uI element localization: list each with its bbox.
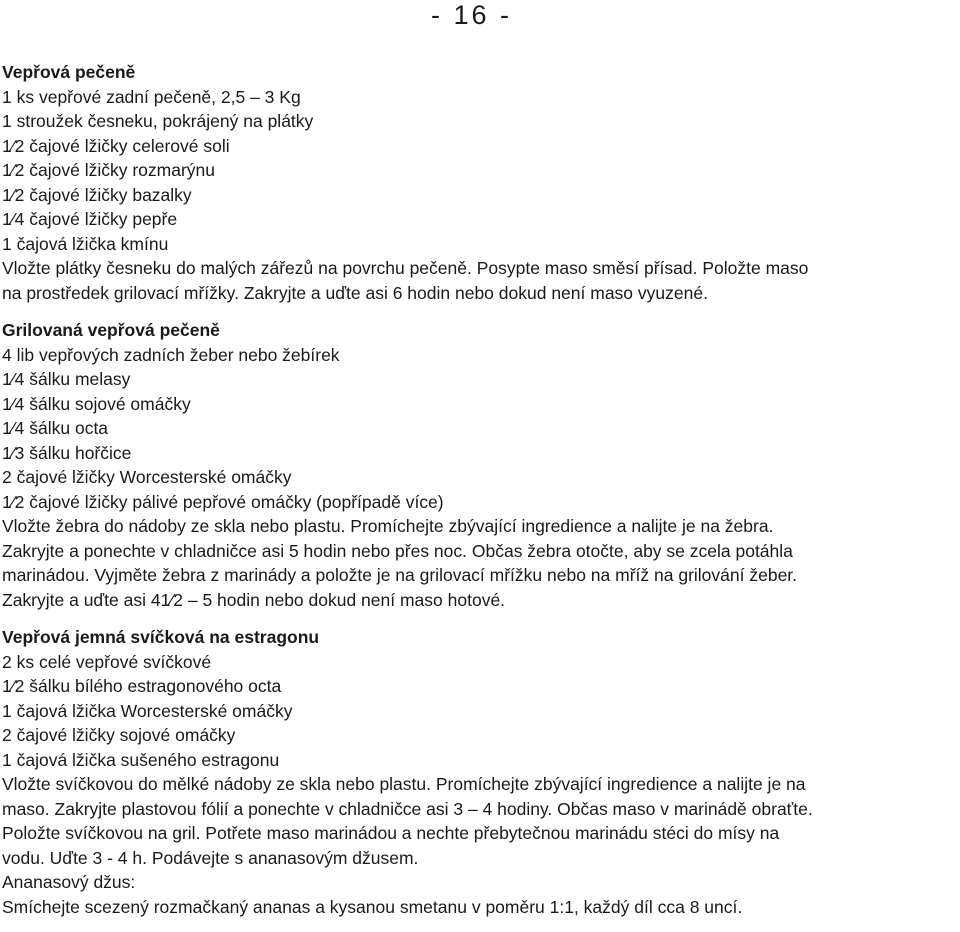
- recipe-title: Vepřová pečeně: [2, 62, 136, 82]
- instructions: [2, 256, 957, 305]
- instruction-line: Smíchejte scezený rozmačkaný ananas a kysanou smetanu v poměru 1:1, každý díl cca 8 uncí.: [2, 896, 743, 917]
- page-number: - 16 -: [431, 0, 513, 30]
- instruction-line: vodu. Uďte 3 - 4 h. Podávejte s ananasovým džusem.: [2, 847, 419, 868]
- ingredient-item: 1⁄2 čajové lžičky bazalky: [2, 184, 192, 205]
- instruction-line: maso. Zakryjte plastovou fólií a ponechte v chladničce asi 3 – 4 hodiny. Občas maso v marinádě obraťte.: [2, 798, 813, 819]
- instructions: [2, 772, 957, 919]
- ingredient-list: [2, 85, 957, 257]
- ingredient-item: 2 čajové lžičky Worcesterské omáčky: [2, 467, 292, 487]
- instruction-line: marinádou. Vyjměte žebra z marinády a položte je na grilovací mřížku nebo na mříž na grilování žeber.: [2, 565, 798, 585]
- ingredient-item: 1⁄4 šálku octa: [2, 418, 109, 438]
- ingredient-list: [2, 343, 957, 515]
- ingredient-item: 1⁄2 šálku bílého estragonového octa: [2, 676, 282, 696]
- ingredient-item: 1⁄2 čajové lžičky pálivé pepřové omáčky (popřípadě více): [2, 491, 444, 512]
- instruction-line: Zakryjte a uďte asi 41⁄2 – 5 hodin nebo dokud není maso hotové.: [2, 589, 506, 610]
- ingredient-item: 1⁄2 čajové lžičky celerové soli: [2, 135, 230, 156]
- instruction-line: Vložte plátky česneku do malých zářezů na povrchu pečeně. Posypte maso směsí přísad. Položte maso: [2, 258, 809, 278]
- instruction-line: Položte svíčkovou na gril. Potřete maso marinádou a nechte přebytečnou marinádu stéci do mísy na: [2, 823, 780, 843]
- ingredient-item: 1⁄4 šálku sojové omáčky: [2, 393, 191, 414]
- ingredient-item: 1 stroužek česneku, pokrájený na plátky: [2, 111, 314, 131]
- instruction-line: na prostředek grilovací mřížky. Zakryjte a uďte asi 6 hodin nebo dokud není maso vyuzené.: [2, 282, 708, 303]
- recipe-grilovana-veprova-pecene: [2, 318, 957, 612]
- ingredient-item: 4 lib vepřových zadních žeber nebo žebírek: [2, 344, 340, 365]
- ingredient-item: 1 čajová lžička Worcesterské omáčky: [2, 700, 293, 721]
- ingredient-item: 1⁄2 čajové lžičky rozmarýnu: [2, 160, 215, 180]
- instructions: [2, 514, 957, 612]
- ingredient-list: [2, 650, 957, 773]
- instruction-line: Vložte žebra do nádoby ze skla nebo plastu. Promíchejte zbývající ingredience a nalijte je na žebra.: [2, 516, 774, 536]
- recipe-veprova-pecene: [2, 60, 957, 305]
- ingredient-item: 2 ks celé vepřové svíčkové: [2, 651, 212, 672]
- recipe-title: Grilovaná vepřová pečeně: [2, 320, 220, 340]
- ingredient-item: 1 ks vepřové zadní pečeně, 2,5 – 3 Kg: [2, 86, 301, 107]
- instruction-line: Ananasový džus:: [2, 872, 136, 892]
- ingredient-item: 1 čajová lžička kmínu: [2, 233, 169, 254]
- recipe-list: [2, 60, 957, 932]
- ingredient-item: 1⁄4 čajové lžičky pepře: [2, 209, 178, 229]
- instruction-line: Vložte svíčkovou do mělké nádoby ze skla nebo plastu. Promíchejte zbývající ingredience a nalijte je na: [2, 774, 806, 794]
- recipe-veprova-svickova-na-estragonu: [2, 625, 957, 919]
- ingredient-item: 1⁄4 šálku melasy: [2, 369, 131, 389]
- instruction-line: Zakryjte a ponechte v chladničce asi 5 hodin nebo přes noc. Občas žebra otočte, aby se zcela potáhla: [2, 540, 793, 561]
- ingredient-item: 1 čajová lžička sušeného estragonu: [2, 749, 280, 770]
- ingredient-item: 2 čajové lžičky sojové omáčky: [2, 725, 236, 745]
- ingredient-item: 1⁄3 šálku hořčice: [2, 442, 132, 463]
- recipe-title: Vepřová jemná svíčková na estragonu: [2, 627, 320, 647]
